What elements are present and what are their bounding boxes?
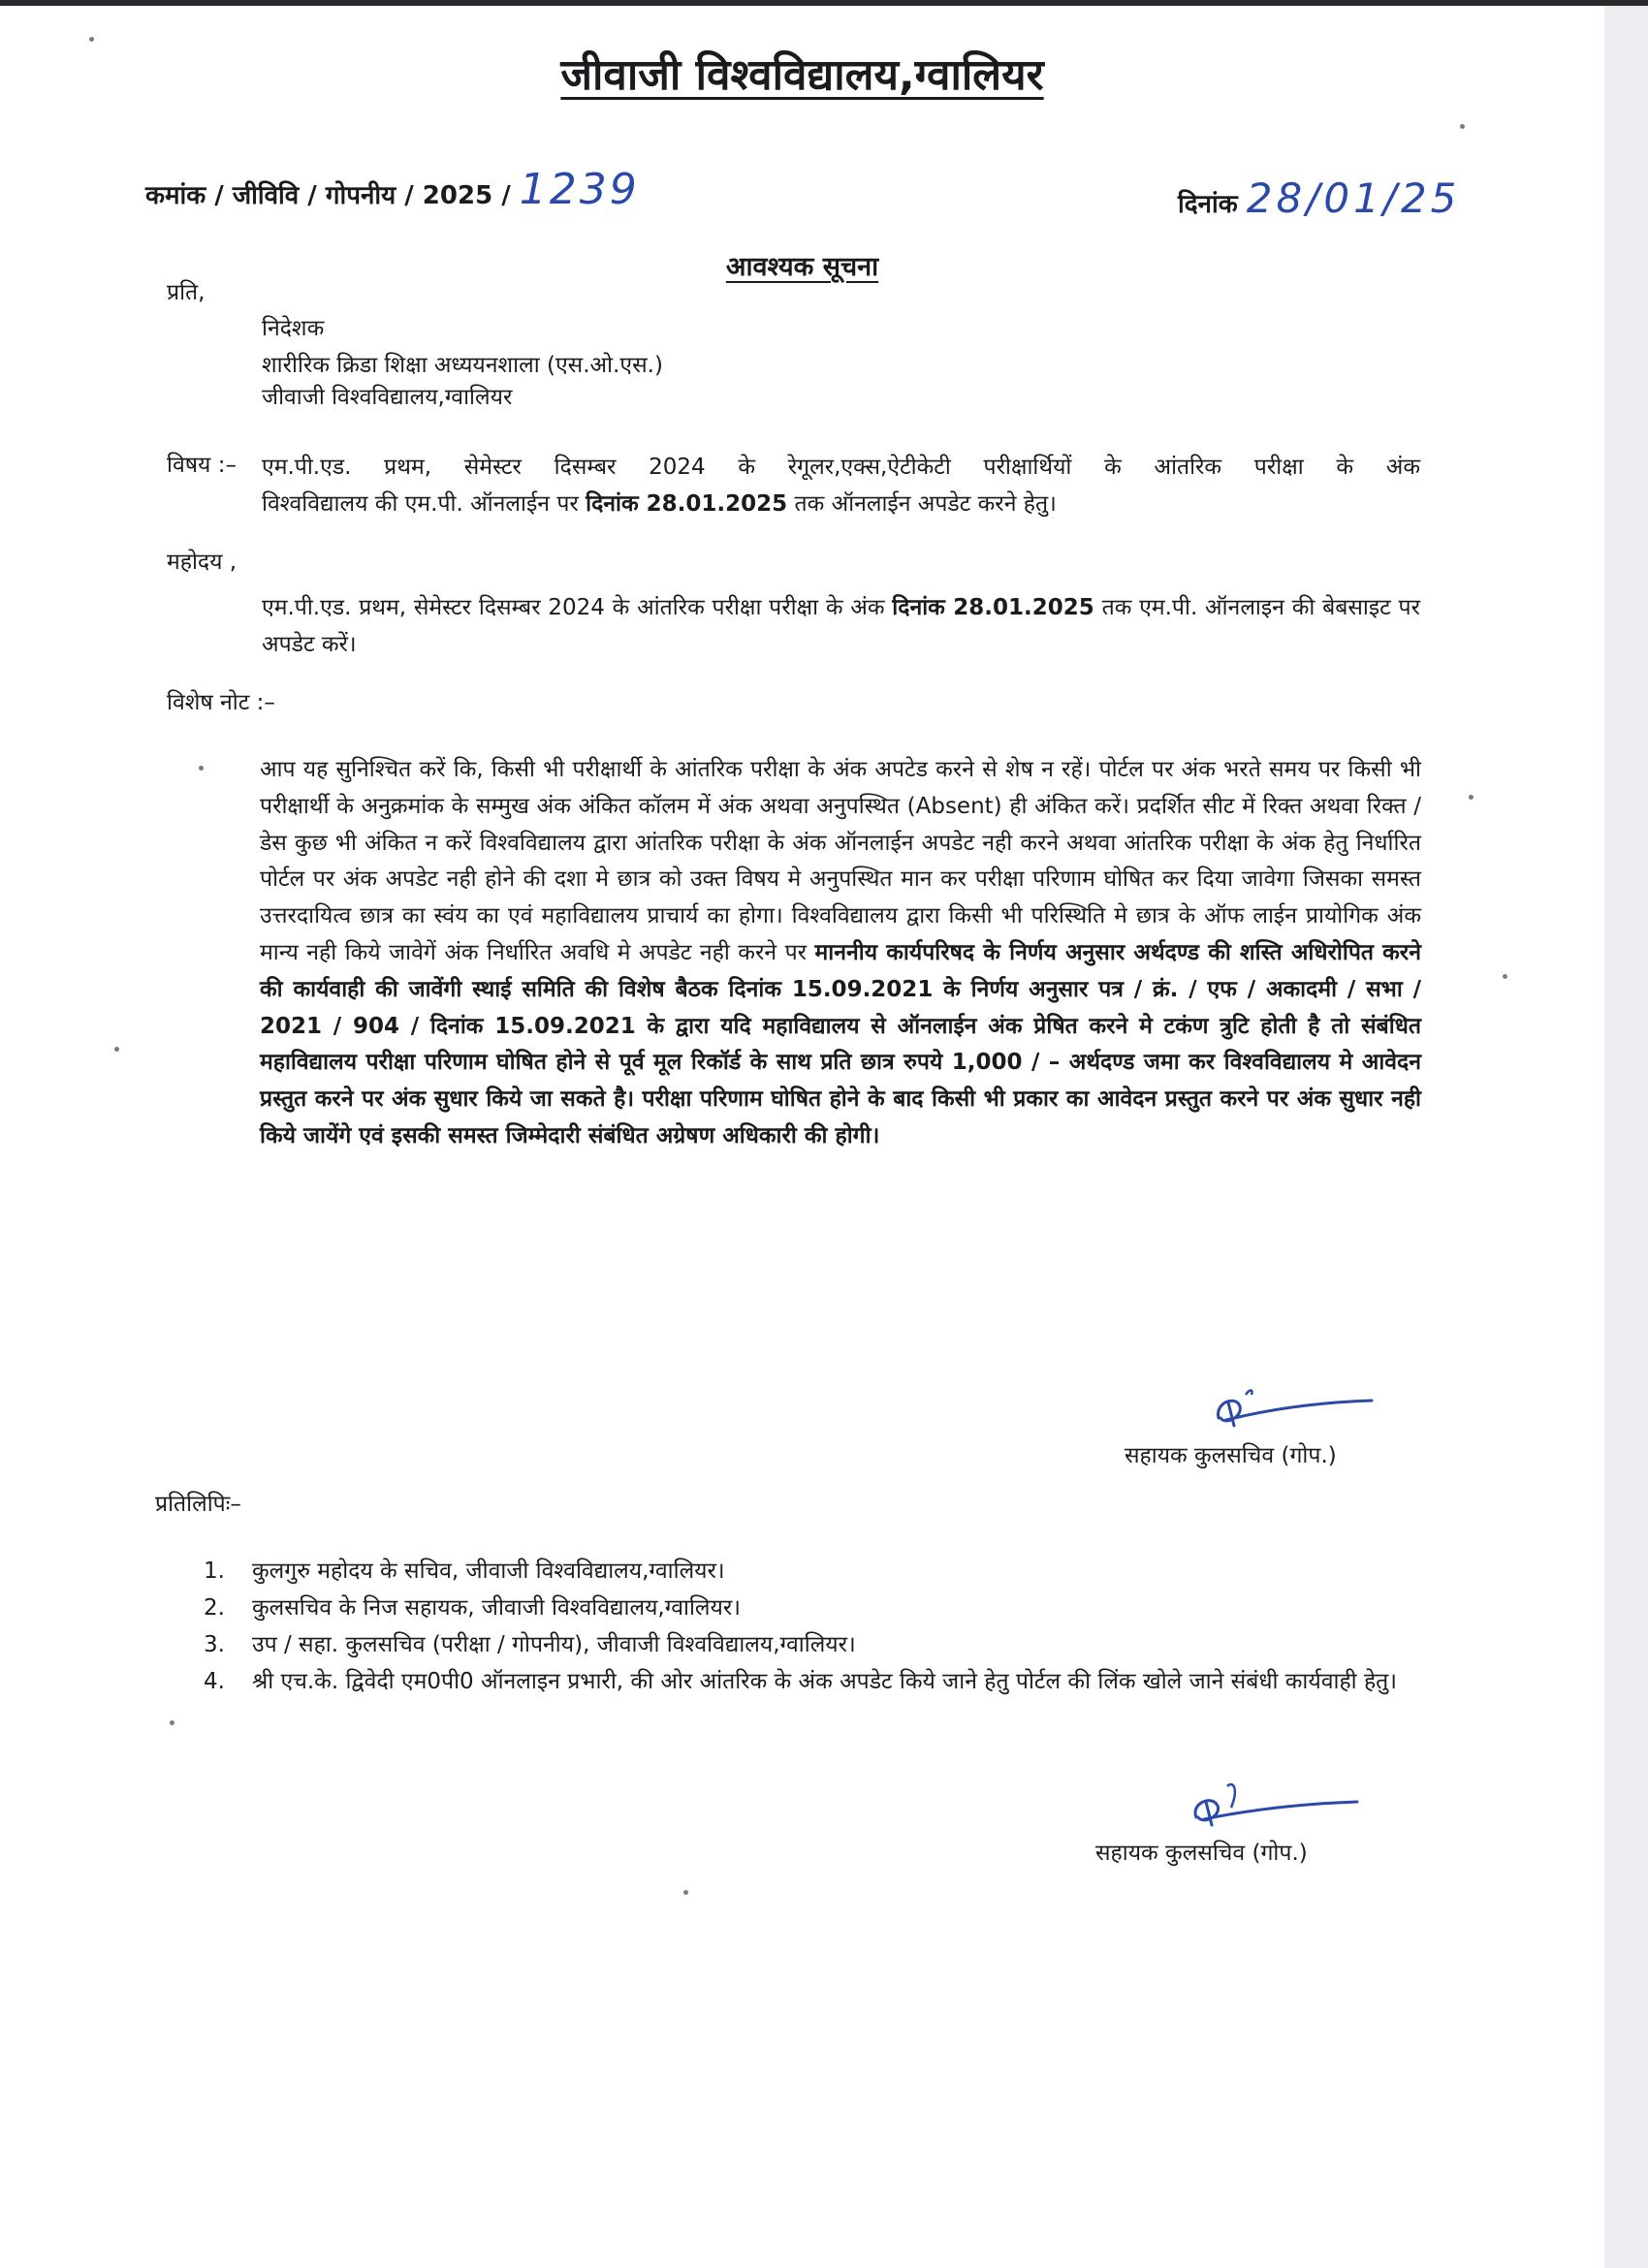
copy-to-item-number: 2. (204, 1595, 225, 1621)
subject-line-1: एम.पी.एड. प्रथम, सेमेस्टर दिसम्बर 2024 के रेगूलर,एक्स,ऐटीकेटी परीक्षार्थियों के आंतरिक परीक्षा के अंक (262, 455, 1420, 480)
signature-2-designation: सहायक कुलसचिव (गोप.) (1095, 1841, 1308, 1866)
body-deadline: दिनांक 28.01.2025 (892, 595, 1094, 620)
copy-to-item-number: 1. (204, 1559, 225, 1584)
scan-speck (1469, 795, 1474, 800)
special-note-normal: आप यह सुनिश्चित करें कि, किसी भी परीक्षार्थी के आंतरिक परीक्षा के अंक अपटेड करने से शेष न रहें। पोर्टल पर अंक भरते समय पर किसी भी परीक्षार्थी के अनुक्रमांक के सम्मुख अंक अंकित कॉलम में अंक अथवा अनुपस्थित (Absent) ही अंकित करें। प्रदर्शित सीट में रिक्त अथवा रिक्त / डेस कुछ भी अंकित न करें विश्वविद्यालय द्वारा आंतरिक परीक्षा के अंक ऑनलाईन अपडेट नही करने अथवा आंतरिक परीक्षा के अंक हेतु निर्धारित पोर्टल पर अंक अपडेट नही होने की दशा मे छात्र को उक्त विषय मे अनुपस्थित मान कर परीक्षा परिणाम घोषित कर दिया जावेगा जिसका समस्त उत्तरदायित्व छात्र का स्वंय का एवं महाविद्यालय प्राचार्य का होगा। विश्वविद्यालय द्वारा किसी भी परिस्थिति मे छात्र के ऑफ लाईन प्रायोगिक अंक मान्य नही किये जावेगें अंक निर्धारित अवधि मे अपडेट नही करने पर (260, 757, 1421, 965)
recipient-line: निदेशक (262, 316, 325, 341)
to-label: प्रति, (167, 280, 206, 305)
scan-top-border (0, 0, 1648, 6)
copy-to-item-text: कुलगुरु महोदय के सचिव, जीवाजी विश्वविद्यालय,ग्वालियर। (252, 1559, 725, 1584)
reference-number (145, 165, 640, 214)
copy-to-item-number: 4. (204, 1669, 225, 1694)
scan-speck (114, 1047, 119, 1052)
recipient-line: शारीरिक क्रिडा शिक्षा अध्ययनशाला (एस.ओ.एस.) (262, 353, 663, 378)
subject-line-2-text: विश्वविद्यालय की एम.पी. ऑनलाईन पर (262, 491, 579, 517)
scan-speck (199, 766, 204, 771)
date-label: दिनांक (1178, 190, 1238, 219)
copy-to-item-text: उप / सहा. कुलसचिव (परीक्षा / गोपनीय), जीवाजी विश्वविद्यालय,ग्वालियर। (252, 1632, 856, 1657)
scan-speck (89, 37, 94, 42)
copy-to-item-text: श्री एच.के. द्विवेदी एम0पी0 ऑनलाइन प्रभारी, की ओर आंतरिक के अंक अपडेट किये जाने हेतु पोर्टल की लिंक खोले जाने संबंधी कार्यवाही हेतु। (252, 1669, 1397, 1694)
copy-to-label: प्रतिलिपिः– (155, 1492, 241, 1517)
subject-label: विषय :– (167, 453, 237, 478)
copy-to-item-number: 3. (204, 1632, 225, 1657)
salutation: महोदय , (167, 550, 238, 575)
copy-to-item (204, 1629, 1420, 1660)
special-note-label: विशेष नोट :– (167, 690, 275, 715)
subject-deadline: दिनांक 28.01.2025 (586, 491, 788, 517)
scan-speck (170, 1720, 174, 1725)
special-note-text (260, 752, 1421, 1155)
scan-speck (1460, 124, 1465, 129)
body-text-end: तक एम.पी. ऑनलाइन की बेबसाइट पर अपडेट करें। (262, 595, 1420, 657)
subject-text (262, 449, 1420, 522)
university-title: जीवाजी विश्वविद्यालय,ग्वालियर (560, 50, 1044, 100)
special-note-bold: माननीय कार्यपरिषद के निर्णय अनुसार अर्थदण्ड की शस्ति अधिरोपित करने की कार्यवाही की जावेंगी स्थाई समिति की विशेष बैठक दिनांक 15.09.2021 के निर्णय अनुसार पत्र / क्रं. / एफ / अकादमी / सभा / 2021 / 904 / दिनांक 15.09.2021 के द्वारा यदि महाविद्यालय से ऑनलाईन अंक प्रेषित करने मे टकंण त्रुटि होती है तो संबंधित महाविद्यालय परीक्षा परिणाम घोषित होने से पूर्व मूल रिकॉर्ड के साथ प्रति छात्र रुपये 1,000 / – अर्थदण्ड जमा कर विश्वविद्यालय मे आवेदन प्रस्तुत करने पर अंक सुधार किये जा सकते है। परीक्षा परिणाम घोषित होने के बाद किसी भी प्रकार का आवेदन प्रस्तुत करने पर अंक सुधार नही किये जायेंगे एवं इसकी समस्त जिम्मेदारी संबंधित अग्रेषण अधिकारी की होगी। (260, 939, 1421, 1149)
subject-line-2 (262, 486, 1420, 522)
scan-edge (1604, 0, 1648, 2268)
date-handwritten: 28/01/25 (1246, 174, 1461, 222)
signature-1-designation: सहायक कुलसचिव (गोप.) (1125, 1443, 1337, 1468)
copy-to-item (204, 1592, 1420, 1623)
notice-heading: आवश्यक सूचना (725, 252, 879, 282)
issue-date (1178, 174, 1460, 222)
reference-prefix: कमांक / जीविवि / गोपनीय / 2025 / (145, 181, 511, 210)
recipient-line: जीवाजी विश्वविद्यालय,ग्वालियर (262, 385, 513, 410)
copy-to-item-text: कुलसचिव के निज सहायक, जीवाजी विश्वविद्यालय,ग्वालियर। (252, 1595, 741, 1621)
body-paragraph (262, 589, 1420, 663)
reference-handwritten: 1239 (519, 165, 640, 214)
scan-speck (1503, 974, 1507, 979)
signature-1 (1207, 1381, 1381, 1439)
copy-to-item (204, 1556, 1420, 1587)
copy-to-item (204, 1666, 1420, 1697)
body-text: एम.पी.एड. प्रथम, सेमेस्टर दिसम्बर 2024 के आंतरिक परीक्षा परीक्षा के अंक (262, 595, 885, 620)
copy-to-list (204, 1556, 1420, 1703)
signature-2 (1183, 1779, 1367, 1837)
scan-speck (683, 1890, 688, 1895)
subject-line-2-end: तक ऑनलाईन अपडेट करने हेतु। (794, 491, 1057, 517)
